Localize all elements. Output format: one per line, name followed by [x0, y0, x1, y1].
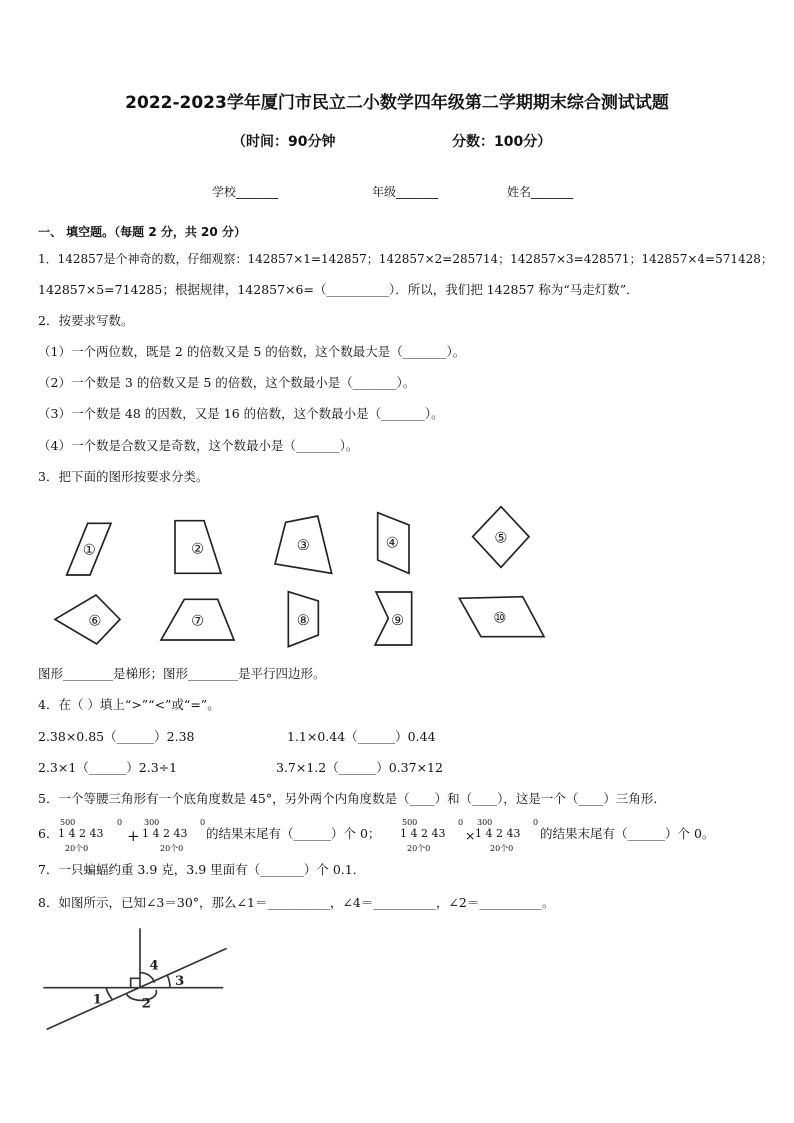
angle-label-1: 1: [92, 991, 102, 1008]
q6-text: 的结果末尾有（______）个 0。: [540, 826, 715, 841]
plus-sign: +: [127, 827, 140, 845]
q3-answer: 图形________是梯形；图形________是平行四边形。: [38, 666, 326, 681]
q6-exp: 500: [60, 818, 76, 827]
q6-expr: 1 4 2 43: [475, 827, 521, 840]
q4-stem: 4．在（ ）填上“>”“<”或“=”。: [38, 697, 220, 712]
q6-count: 20个0: [407, 844, 431, 853]
q6-exp: 0: [533, 818, 539, 827]
shape-label: ①: [82, 541, 96, 559]
q6-number: 6．: [38, 826, 59, 841]
q1-line2: 142857×5=714285；根据规律，142857×6=（__________）．所以，我们把 142857 称为“马走灯数”．: [38, 282, 639, 297]
shape-label: ⑥: [88, 612, 102, 630]
q6-exp: 300: [144, 818, 160, 827]
q4-item: 3.7×1.2（______）0.37×12: [276, 760, 443, 775]
q6-exp: 0: [458, 818, 464, 827]
q4-item: 2.38×0.85（______）2.38: [38, 729, 195, 744]
q6-expr: 1 4 2 43: [400, 827, 446, 840]
shape-label: ⑩: [493, 609, 507, 627]
q2-item: （2）一个数是 3 的倍数又是 5 的倍数，这个数最小是（_______）。: [38, 375, 416, 390]
shape-label: ④: [385, 534, 399, 552]
times-sign: ×: [465, 828, 476, 843]
shape-label: ⑤: [494, 529, 508, 547]
shape-label: ⑧: [296, 612, 310, 629]
name-field: 姓名_______: [507, 185, 574, 199]
q3-stem: 3．把下面的图形按要求分类。: [38, 469, 209, 484]
exam-score: 分数：100分）: [452, 134, 552, 150]
angle-label-2: 2: [141, 995, 151, 1012]
page-title: 2022-2023学年厦门市民立二小数学四年级第二学期期末综合测试试题: [125, 93, 669, 113]
q6-count: 20个0: [160, 844, 184, 853]
q6-exp: 300: [477, 818, 493, 827]
angle-figure: [30, 920, 250, 1040]
q6-count: 20个0: [490, 844, 514, 853]
q2-item: （3）一个数是 48 的因数，又是 16 的倍数，这个数最小是（_______）。: [38, 406, 444, 421]
exam-time: （时间：90分钟: [232, 134, 336, 150]
q6-exp: 0: [117, 818, 123, 827]
q4-item: 2.3×1（______）2.3÷1: [38, 760, 178, 775]
q1-line1: 1．142857是个神奇的数，仔细观察：142857×1=142857；142857×2=285714；142857×3=428571；142857×4=571428；: [38, 252, 773, 266]
grade-field: 年级_______: [372, 185, 439, 199]
shape-label: ②: [191, 540, 205, 558]
q2-item: （4）一个数是合数又是奇数，这个数最小是（_______）。: [38, 438, 359, 453]
q7-text: 7．一只蝙蝠约重 3.9 克，3.9 里面有（_______）个 0.1．: [38, 862, 366, 877]
school-field: 学校_______: [212, 185, 279, 199]
q2-item: （1）一个两位数，既是 2 的倍数又是 5 的倍数，这个数最大是（_______）。: [38, 344, 466, 359]
q4-item: 1.1×0.44（______）0.44: [287, 729, 436, 744]
q5-text: 5．一个等腰三角形有一个底角度数是 45°，另外两个内角度数是（____）和（____），这是一个（____）三角形．: [38, 791, 666, 806]
q6-count: 20个0: [65, 844, 89, 853]
shape-label: ③: [296, 537, 310, 554]
q6-expr: 1 4 2 43: [58, 827, 104, 840]
shape-label: ⑦: [191, 612, 205, 630]
angle-label-4: 4: [149, 957, 159, 974]
q6-exp: 0: [200, 818, 206, 827]
q6-expr: 1 4 2 43: [142, 827, 188, 840]
q2-stem: 2．按要求写数。: [38, 313, 134, 328]
q6-exp: 500: [402, 818, 418, 827]
shape-6: [55, 595, 120, 644]
q6-text: 的结果末尾有（______）个 0；: [206, 826, 381, 841]
section-heading: 一、 填空题。（每题 2 分，共 20 分）: [38, 225, 246, 239]
angle-label-3: 3: [175, 973, 185, 989]
shapes-figure: [40, 500, 610, 650]
q8-text: 8．如图所示，已知∠3＝30°，那么∠1＝__________，∠4＝__________，∠2＝__________。: [38, 895, 555, 910]
shape-label: ⑨: [391, 612, 405, 629]
